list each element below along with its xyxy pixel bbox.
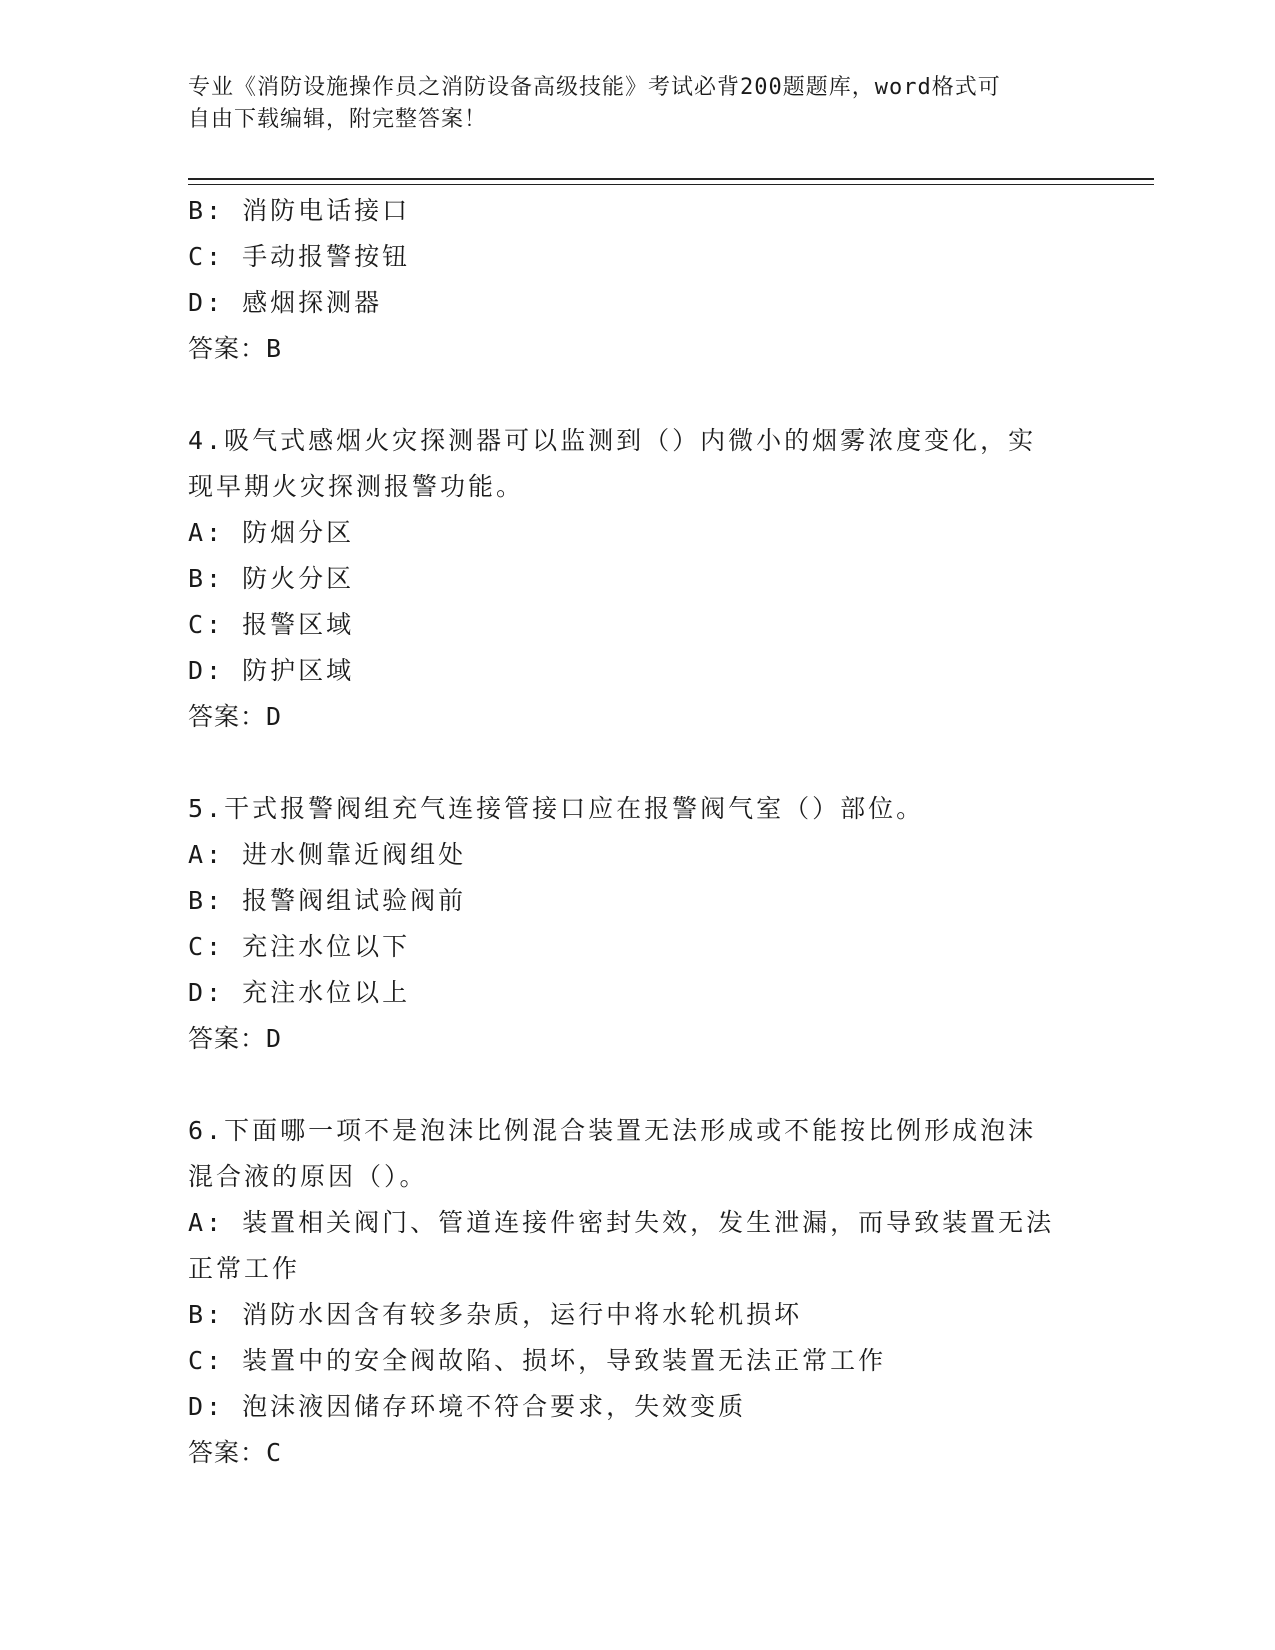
option-c: C: 装置中的安全阀故陷、损坏，导致装置无法正常工作 bbox=[188, 1346, 887, 1375]
option-b: B: 消防电话接口 bbox=[188, 196, 411, 225]
spacer bbox=[188, 372, 1088, 418]
question-stem: 4.吸气式感烟火灾探测器可以监测到（）内微小的烟雾浓度变化，实 bbox=[188, 426, 1037, 455]
question-stem: 5.干式报警阀组充气连接管接口应在报警阀气室（）部位。 bbox=[188, 794, 925, 823]
option-c: C: 手动报警按钮 bbox=[188, 242, 411, 271]
option-d: D: 充注水位以上 bbox=[188, 978, 411, 1007]
question-3-continued bbox=[188, 188, 1088, 372]
question-stem: 6.下面哪一项不是泡沫比例混合装置无法形成或不能按比例形成泡沫 bbox=[188, 1116, 1037, 1145]
answer: 答案：C bbox=[188, 1438, 283, 1467]
question-stem: 现早期火灾探测报警功能。 bbox=[188, 472, 525, 501]
answer: 答案：D bbox=[188, 1024, 283, 1053]
option-d: D: 感烟探测器 bbox=[188, 288, 383, 317]
option-a: A: 进水侧靠近阀组处 bbox=[188, 840, 467, 869]
document-header bbox=[188, 72, 1068, 136]
question-stem: 混合液的原因（）。 bbox=[188, 1162, 428, 1191]
option-d: D: 防护区域 bbox=[188, 656, 355, 685]
header-line-2: 自由下载编辑，附完整答案！ bbox=[188, 107, 488, 132]
question-4 bbox=[188, 418, 1088, 740]
question-5 bbox=[188, 786, 1088, 1062]
option-b: B: 消防水因含有较多杂质，运行中将水轮机损坏 bbox=[188, 1300, 803, 1329]
header-divider-thick bbox=[188, 178, 1154, 180]
spacer bbox=[188, 740, 1088, 786]
option-b: B: 防火分区 bbox=[188, 564, 355, 593]
option-a: A: 防烟分区 bbox=[188, 518, 355, 547]
option-b: B: 报警阀组试验阀前 bbox=[188, 886, 467, 915]
header-divider-thin bbox=[188, 184, 1154, 185]
option-a-continued: 正常工作 bbox=[188, 1254, 301, 1283]
option-c: C: 充注水位以下 bbox=[188, 932, 411, 961]
option-d: D: 泡沫液因储存环境不符合要求，失效变质 bbox=[188, 1392, 747, 1421]
question-content bbox=[188, 188, 1088, 1476]
option-a: A: 装置相关阀门、管道连接件密封失效，发生泄漏，而导致装置无法 bbox=[188, 1208, 1055, 1237]
option-c: C: 报警区域 bbox=[188, 610, 355, 639]
question-6 bbox=[188, 1108, 1088, 1476]
spacer bbox=[188, 1062, 1088, 1108]
answer: 答案：B bbox=[188, 334, 283, 363]
header-line-1: 专业《消防设施操作员之消防设备高级技能》考试必背200题题库，word格式可 bbox=[188, 75, 1001, 100]
answer: 答案：D bbox=[188, 702, 283, 731]
